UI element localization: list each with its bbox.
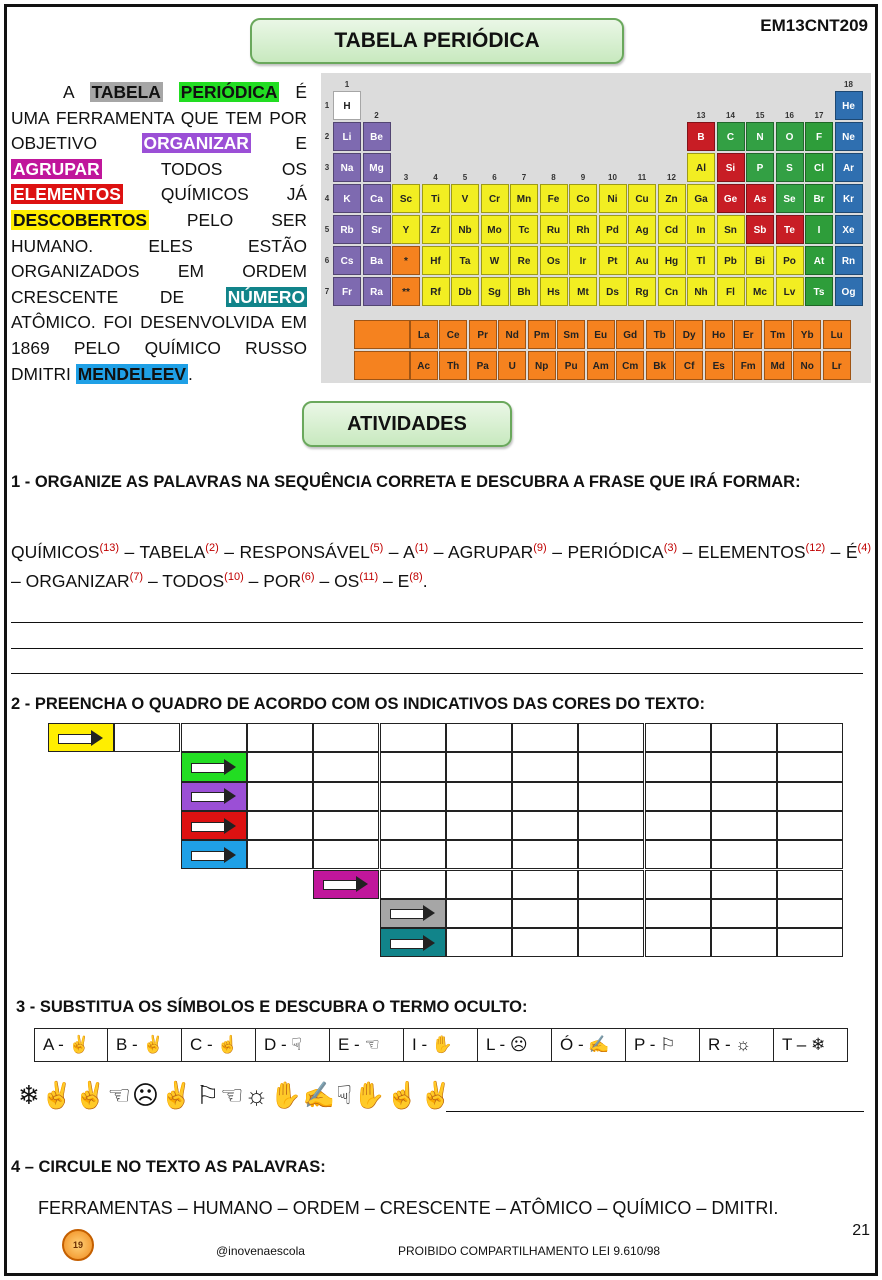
grid-cell[interactable] [247, 752, 313, 781]
grid-cell[interactable] [777, 870, 843, 899]
color-arrow-cell [181, 811, 247, 840]
grid-cell[interactable] [645, 840, 711, 869]
symbol-key-cell: D - ☟ [256, 1028, 330, 1062]
grid-cell[interactable] [578, 811, 644, 840]
series-label [354, 351, 410, 380]
grid-cell[interactable] [446, 840, 512, 869]
element-cell: Ac [410, 351, 438, 380]
highlight-agrupar: AGRUPAR [13, 158, 100, 179]
grid-cell[interactable] [512, 870, 578, 899]
element-cell: Co [569, 184, 597, 213]
group-number: 8 [551, 173, 556, 182]
element-cell: As [746, 184, 774, 213]
color-arrow-cell [181, 840, 247, 869]
grid-cell[interactable] [313, 811, 379, 840]
grid-cell[interactable] [313, 782, 379, 811]
group-number: 12 [667, 173, 676, 182]
element-cell: Hf [422, 246, 450, 275]
word-item: TABELA$^{(2)}$ [139, 541, 219, 562]
group-number: 4 [433, 173, 438, 182]
grid-cell[interactable] [446, 752, 512, 781]
element-cell: * [392, 246, 420, 275]
symbol-key-cell: T – ❄ [774, 1028, 848, 1062]
symbol-key-cell: P - ⚐ [626, 1028, 700, 1062]
periodic-table-image [321, 73, 871, 383]
element-cell: Y [392, 215, 420, 244]
highlight-tabela: TABELA [91, 82, 161, 102]
intro-paragraph: A TABELA PERIÓDICA É UMA FERRAMENTA QUE TEM POR OBJETIVO ORGANIZAR E AGRUPAR TODOS OS ELEMENTOS QUÍMICOS JÁ DESCOBERTOS PELO SER HUMANO. ELES ESTÃO ORGANIZADOS EM ORDEM CRESCENTE DE NÚMERO ATÔMICO. FOI DESENVOLVIDA EM 1869 PELO QUÍMICO RUSSO DMITRI MENDELEEV . [11, 82, 307, 384]
element-cell: Cf [675, 351, 703, 380]
element-cell: Pd [599, 215, 627, 244]
grid-cell[interactable] [645, 752, 711, 781]
arrow-right-icon [191, 789, 237, 803]
symbol-key-cell: R - ☼ [700, 1028, 774, 1062]
word-item: TODOS$^{(10)}$ [162, 570, 244, 591]
grid-cell[interactable] [711, 723, 777, 752]
element-cell: Na [333, 153, 361, 182]
element-cell: C [717, 122, 745, 151]
element-cell: V [451, 184, 479, 213]
series-label [354, 320, 410, 349]
grid-cell[interactable] [645, 811, 711, 840]
grid-cell[interactable] [380, 811, 446, 840]
element-cell: Br [805, 184, 833, 213]
element-cell: F [805, 122, 833, 151]
color-arrow-cell [380, 899, 446, 928]
element-cell: Si [717, 153, 745, 182]
group-number: 10 [608, 173, 617, 182]
element-cell: Ce [439, 320, 467, 349]
grid-cell[interactable] [446, 811, 512, 840]
element-cell: Fm [734, 351, 762, 380]
word-item: AGRUPAR$^{(9)}$ [447, 541, 547, 562]
element-cell: Xe [835, 215, 863, 244]
grid-cell[interactable] [380, 782, 446, 811]
element-cell: K [333, 184, 361, 213]
element-cell: Mn [510, 184, 538, 213]
grid-cell[interactable] [114, 723, 180, 752]
element-cell: Eu [587, 320, 615, 349]
element-cell: Mc [746, 277, 774, 306]
element-cell: Gd [616, 320, 644, 349]
color-arrow-cell [48, 723, 114, 752]
element-cell: H [333, 91, 361, 120]
group-number: 6 [492, 173, 497, 182]
element-cell: Er [734, 320, 762, 349]
question-4-words: FERRAMENTAS – HUMANO – ORDEM – CRESCENTE – ATÔMICO – QUÍMICO – DMITRI. [38, 1198, 779, 1218]
element-cell: Ds [599, 277, 627, 306]
grid-cell[interactable] [777, 840, 843, 869]
element-cell: Ru [540, 215, 568, 244]
element-cell: Al [687, 153, 715, 182]
grid-cell[interactable] [247, 723, 313, 752]
grid-cell[interactable] [446, 899, 512, 928]
element-cell: Cr [481, 184, 509, 213]
group-number: 14 [726, 111, 735, 120]
period-number: 6 [324, 256, 330, 265]
element-cell: Nh [687, 277, 715, 306]
element-cell: Li [333, 122, 361, 151]
page-title: TABELA PERIÓDICA [250, 18, 624, 64]
grid-cell[interactable] [512, 899, 578, 928]
symbol-key-cell: E - ☜ [330, 1028, 404, 1062]
grid-cell[interactable] [777, 899, 843, 928]
footer-handle: @inovenaescola [216, 1244, 305, 1258]
element-cell: Es [705, 351, 733, 380]
element-cell: Cn [658, 277, 686, 306]
element-cell: Np [528, 351, 556, 380]
answer-line[interactable] [11, 622, 863, 623]
word-item: $É^{(4)}$ [845, 541, 871, 562]
element-cell: Sg [481, 277, 509, 306]
group-number: 18 [844, 80, 853, 89]
grid-cell[interactable] [578, 840, 644, 869]
element-cell: Bk [646, 351, 674, 380]
element-cell: Hs [540, 277, 568, 306]
arrow-right-icon [191, 760, 237, 774]
element-cell: Ar [835, 153, 863, 182]
grid-cell[interactable] [512, 723, 578, 752]
period-number: 2 [324, 132, 330, 141]
word-item: OS$^{(11)}$ [334, 570, 379, 591]
grid-cell[interactable] [446, 723, 512, 752]
element-cell: Tb [646, 320, 674, 349]
word-item: $A^{(1)}$ [403, 541, 429, 562]
element-cell: Fr [333, 277, 361, 306]
question-1-title: 1 - ORGANIZE AS PALAVRAS NA SEQUÊNCIA CORRETA E DESCUBRA A FRASE QUE IRÁ FORMAR: [11, 473, 801, 491]
footer-notice: PROIBIDO COMPARTILHAMENTO LEI 9.610/98 [398, 1244, 661, 1258]
element-cell: Th [439, 351, 467, 380]
answer-line[interactable] [11, 673, 863, 674]
grid-cell[interactable] [512, 752, 578, 781]
element-cell: Tm [764, 320, 792, 349]
element-cell: N [746, 122, 774, 151]
element-cell: Re [510, 246, 538, 275]
grid-cell[interactable] [181, 723, 247, 752]
group-number: 16 [785, 111, 794, 120]
grid-cell[interactable] [777, 723, 843, 752]
grid-cell[interactable] [645, 782, 711, 811]
highlight-descobertos: DESCOBERTOS [13, 209, 147, 230]
symbol-key-cell: L - ☹ [478, 1028, 552, 1062]
grid-cell[interactable] [446, 928, 512, 957]
word-item: PERIÓDICA$^{(3)}$ [567, 541, 678, 562]
question-3-title: 3 - SUBSTITUA OS SÍMBOLOS E DESCUBRA O TERMO OCULTO: [16, 998, 528, 1016]
period-number: 4 [324, 194, 330, 203]
element-cell: Se [776, 184, 804, 213]
element-cell: U [498, 351, 526, 380]
group-number: 9 [580, 173, 586, 182]
element-cell: Tl [687, 246, 715, 275]
grid-cell[interactable] [645, 899, 711, 928]
word-item: ELEMENTOS$^{(12)}$ [697, 541, 826, 562]
period-number: 7 [324, 287, 330, 296]
period-number: 5 [324, 225, 330, 234]
group-number: 11 [637, 173, 647, 182]
question-1-words: QUÍMICOS$^{(13)}$ – TABELA$^{(2)}$ – RESPONSÁVEL$^{(5)}$ – $A^{(1)}$ – AGRUPAR$^{(9)}$ – PERIÓDICA$^{(3)}$ – ELEMENTOS$^{(12)}$ – $É^{(4)}$ – ORGANIZAR$^{(7)}$ – TODOS$^{(10)}$ – $POR^{(6)} - OS^{(11)} - E^{(8)}$. [11, 541, 871, 591]
grid-cell[interactable] [578, 928, 644, 957]
element-cell: Sr [363, 215, 391, 244]
word-item: ORGANIZAR$^{(7)}$ [25, 570, 144, 591]
element-cell: Ba [363, 246, 391, 275]
element-cell: S [776, 153, 804, 182]
symbol-key-cell: C - ☝ [182, 1028, 256, 1062]
grid-cell[interactable] [711, 899, 777, 928]
element-cell: Pa [469, 351, 497, 380]
arrow-right-icon [390, 936, 436, 950]
element-cell: Ra [363, 277, 391, 306]
element-cell: Lu [823, 320, 851, 349]
element-cell: Cd [658, 215, 686, 244]
element-cell: Tc [510, 215, 538, 244]
element-cell: Mo [481, 215, 509, 244]
grid-cell[interactable] [578, 870, 644, 899]
symbol-key-cell: Ó - ✍ [552, 1028, 626, 1062]
grid-cell[interactable] [446, 782, 512, 811]
activities-title: ATIVIDADES [302, 401, 512, 447]
element-cell: O [776, 122, 804, 151]
grid-cell[interactable] [380, 840, 446, 869]
grid-cell[interactable] [512, 782, 578, 811]
cipher-word-2: ⚐☜☼✋✍☟✋☝✌ [196, 1080, 454, 1110]
group-number: 3 [403, 173, 409, 182]
element-cell: Rn [835, 246, 863, 275]
grid-cell[interactable] [777, 928, 843, 957]
element-cell: Ir [569, 246, 597, 275]
highlight-mendeleev: MENDELEEV [77, 363, 186, 384]
grid-cell[interactable] [578, 782, 644, 811]
element-cell: I [805, 215, 833, 244]
symbol-key-cell: A - ✌ [34, 1028, 108, 1062]
grid-cell[interactable] [578, 752, 644, 781]
grid-cell[interactable] [711, 840, 777, 869]
element-cell: Mt [569, 277, 597, 306]
grid-cell[interactable] [711, 928, 777, 957]
grid-cell[interactable] [578, 723, 644, 752]
element-cell: In [687, 215, 715, 244]
element-cell: Cs [333, 246, 361, 275]
page-number: 21 [852, 1222, 870, 1239]
group-number: 13 [696, 111, 706, 120]
element-cell: Ti [422, 184, 450, 213]
element-cell: At [805, 246, 833, 275]
word-item: QUÍMICOS$^{(13)}$ [11, 541, 120, 562]
arrow-right-icon [191, 848, 237, 862]
period-number: 1 [324, 101, 330, 110]
grid-cell[interactable] [247, 811, 313, 840]
grid-cell[interactable] [247, 840, 313, 869]
element-cell: Bh [510, 277, 538, 306]
highlight-numero: NÚMERO [227, 286, 305, 307]
group-number: 15 [755, 111, 765, 120]
word-item: RESPONSÁVEL$^{(5)}$ [239, 541, 384, 562]
arrow-right-icon [390, 906, 436, 920]
element-cell: Mg [363, 153, 391, 182]
element-cell: Be [363, 122, 391, 151]
element-cell: Os [540, 246, 568, 275]
element-cell: ** [392, 277, 420, 306]
element-cell: Nb [451, 215, 479, 244]
element-cell: Bi [746, 246, 774, 275]
group-number: 7 [521, 173, 527, 182]
element-cell: Pt [599, 246, 627, 275]
element-cell: Rh [569, 215, 597, 244]
group-number: 1 [344, 80, 350, 89]
group-number: 17 [814, 111, 824, 120]
grid-cell[interactable] [380, 723, 446, 752]
grid-cell[interactable] [313, 752, 379, 781]
element-cell: Te [776, 215, 804, 244]
color-arrow-cell [313, 870, 379, 899]
word-item: POR$^{(6)}$ [263, 570, 315, 591]
grid-cell[interactable] [313, 840, 379, 869]
element-cell: Sn [717, 215, 745, 244]
element-cell: Md [764, 351, 792, 380]
element-cell: Cl [805, 153, 833, 182]
color-arrow-cell [380, 928, 446, 957]
element-cell: Db [451, 277, 479, 306]
symbol-key [34, 1028, 848, 1062]
grid-cell[interactable] [380, 752, 446, 781]
symbol-key-cell: B - ✌ [108, 1028, 182, 1062]
element-cell: Hg [658, 246, 686, 275]
grid-cell[interactable] [777, 811, 843, 840]
element-cell: Ts [805, 277, 833, 306]
arrow-right-icon [191, 819, 237, 833]
answer-line[interactable] [11, 648, 863, 649]
element-cell: Ni [599, 184, 627, 213]
element-cell: Ca [363, 184, 391, 213]
element-cell: Lv [776, 277, 804, 306]
element-cell: Dy [675, 320, 703, 349]
grid-cell[interactable] [578, 899, 644, 928]
element-cell: Ho [705, 320, 733, 349]
grid-cell[interactable] [645, 870, 711, 899]
element-cell: Zr [422, 215, 450, 244]
element-cell: Ga [687, 184, 715, 213]
arrow-right-icon [58, 731, 104, 745]
element-cell: Pr [469, 320, 497, 349]
element-cell: Au [628, 246, 656, 275]
element-cell: Nd [498, 320, 526, 349]
school-logo: 19 [62, 1229, 94, 1261]
element-cell: Po [776, 246, 804, 275]
grid-cell[interactable] [711, 782, 777, 811]
element-cell: Ne [835, 122, 863, 151]
element-cell: P [746, 153, 774, 182]
arrow-right-icon [323, 877, 369, 891]
answer-line[interactable] [446, 1111, 864, 1112]
element-cell: Lr [823, 351, 851, 380]
element-cell: La [410, 320, 438, 349]
curriculum-code: EM13CNT209 [760, 16, 868, 35]
element-cell: Ta [451, 246, 479, 275]
grid-cell[interactable] [446, 870, 512, 899]
grid-cell[interactable] [512, 840, 578, 869]
element-cell: Ge [717, 184, 745, 213]
question-4-title: 4 – CIRCULE NO TEXTO AS PALAVRAS: [11, 1158, 326, 1176]
grid-cell[interactable] [777, 782, 843, 811]
element-cell: Sb [746, 215, 774, 244]
grid-cell[interactable] [711, 811, 777, 840]
grid-cell[interactable] [512, 811, 578, 840]
highlight-organizar: ORGANIZAR [143, 133, 249, 154]
cipher-word-1: ❄✌✌☜☹✌ [18, 1080, 194, 1110]
grid-cell[interactable] [512, 928, 578, 957]
element-cell: Pb [717, 246, 745, 275]
element-cell: Zn [658, 184, 686, 213]
grid-cell[interactable] [777, 752, 843, 781]
color-arrow-cell [181, 752, 247, 781]
highlight-elementos: ELEMENTOS [13, 184, 121, 205]
element-cell: Ag [628, 215, 656, 244]
element-cell: B [687, 122, 715, 151]
element-cell: He [835, 91, 863, 120]
element-cell: No [793, 351, 821, 380]
grid-cell[interactable] [247, 782, 313, 811]
question-2-title: 2 - PREENCHA O QUADRO DE ACORDO COM OS INDICATIVOS DAS CORES DO TEXTO: [11, 695, 705, 713]
group-number: 5 [462, 173, 468, 182]
element-cell: Yb [793, 320, 821, 349]
element-cell: Am [587, 351, 615, 380]
element-cell: Sm [557, 320, 585, 349]
color-arrow-cell [181, 782, 247, 811]
element-cell: Rb [333, 215, 361, 244]
element-cell: Fe [540, 184, 568, 213]
group-number: 2 [374, 111, 379, 120]
element-cell: W [481, 246, 509, 275]
grid-cell[interactable] [313, 723, 379, 752]
grid-cell[interactable] [711, 752, 777, 781]
highlight-periodica: PERIÓDICA [180, 82, 278, 102]
element-cell: Pu [557, 351, 585, 380]
element-cell: Og [835, 277, 863, 306]
grid-cell[interactable] [711, 870, 777, 899]
element-cell: Sc [392, 184, 420, 213]
period-number: 3 [324, 163, 330, 172]
word-item: $E^{(8)}$ [397, 570, 423, 591]
symbol-key-cell: I - ✋ [404, 1028, 478, 1062]
grid-cell[interactable] [645, 723, 711, 752]
element-cell: Rg [628, 277, 656, 306]
element-cell: Kr [835, 184, 863, 213]
element-cell: Cm [616, 351, 644, 380]
element-cell: Rf [422, 277, 450, 306]
grid-cell[interactable] [645, 928, 711, 957]
element-cell: Pm [528, 320, 556, 349]
element-cell: Cu [628, 184, 656, 213]
grid-cell[interactable] [380, 870, 446, 899]
element-cell: Fl [717, 277, 745, 306]
